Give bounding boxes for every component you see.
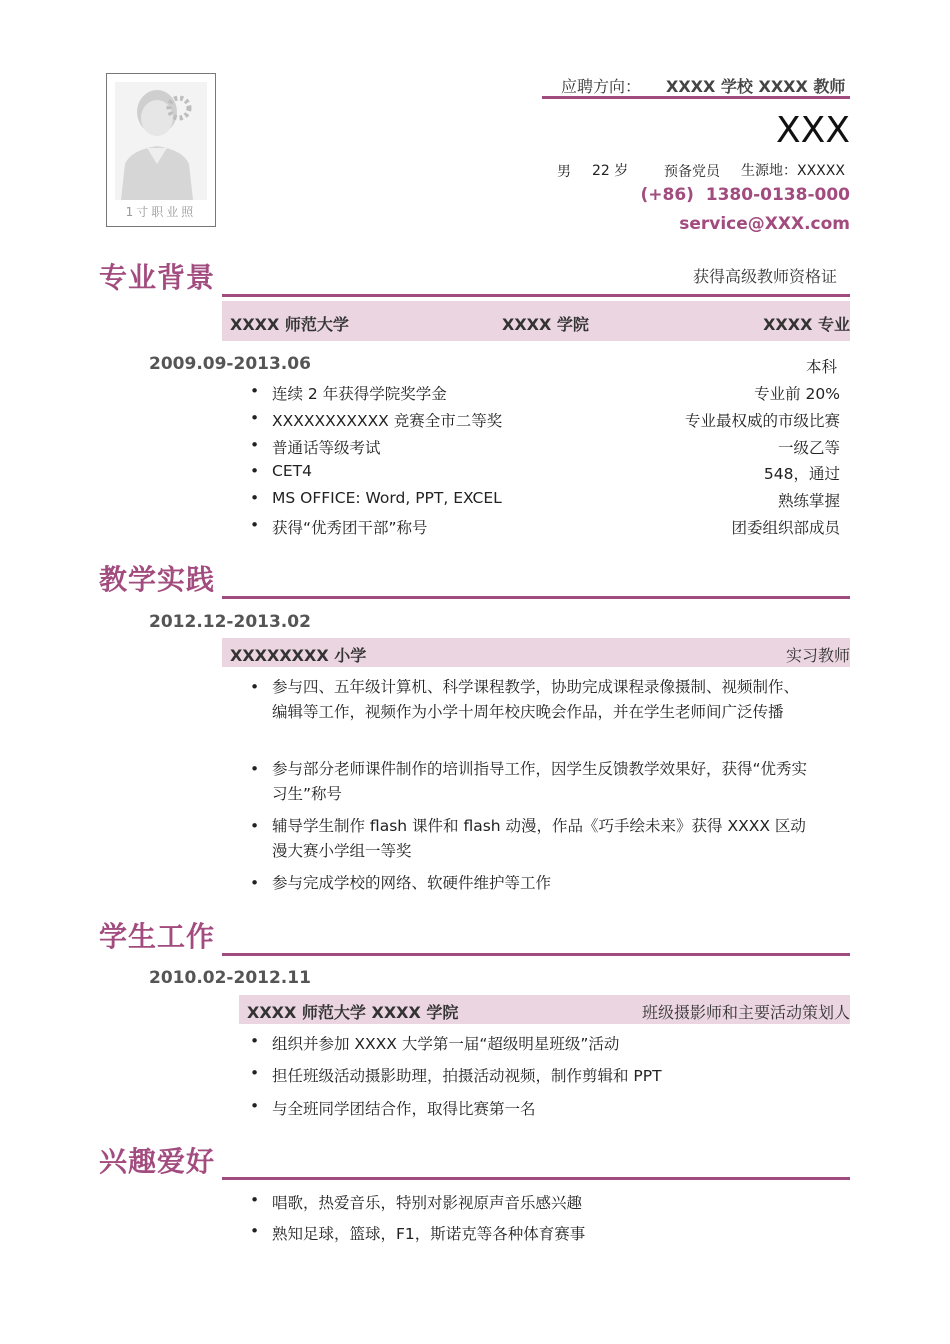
- section-title-hobbies: 兴趣爱好: [99, 1145, 216, 1178]
- section-divider: [222, 953, 850, 956]
- profile-photo: [106, 73, 216, 227]
- apply-value: XXXX 学校 XXXX 教师: [666, 77, 846, 96]
- list-item: • 参与四、五年级计算机、科学课程教学，协助完成课程录像摄制、视频制作、编辑等工作，视频作为小学十周年校庆晚会作品，并在学生老师间广泛传播: [250, 678, 800, 721]
- email[interactable]: service@XXX.com: [679, 214, 850, 234]
- student-work-role: 班级摄影师和主要活动策划人: [641, 1003, 850, 1022]
- student-work-band: [239, 995, 850, 1024]
- section-title-education: 专业背景: [99, 261, 216, 294]
- list-item: • 参与完成学校的网络、软硬件维护等工作: [250, 874, 552, 892]
- list-item: • 参与部分老师课件制作的培训指导工作，因学生反馈教学效果好，获得“优秀实习生”称号: [250, 760, 808, 803]
- political-status: 预备党员: [664, 164, 720, 180]
- degree: 本科: [805, 358, 837, 376]
- school-name: XXXX 师范大学: [230, 315, 349, 334]
- student-work-org: XXXX 师范大学 XXXX 学院: [247, 1003, 459, 1022]
- candidate-name: XXX: [776, 110, 850, 151]
- origin: 生源地：XXXXX: [741, 163, 845, 179]
- education-date: 2009.09-2013.06: [149, 354, 311, 374]
- section-divider: [222, 294, 850, 297]
- apply-label: 应聘方向：: [561, 77, 642, 96]
- section-divider: [222, 1177, 850, 1180]
- section-title-teaching: 教学实践: [99, 563, 216, 596]
- teaching-band: [222, 638, 850, 667]
- age: 22 岁: [592, 163, 629, 179]
- education-band: [222, 301, 850, 341]
- avatar-placeholder-icon: [107, 78, 214, 208]
- student-work-date: 2010.02-2012.11: [149, 968, 311, 988]
- teaching-org: XXXXXXXX 小学: [230, 646, 367, 665]
- college-name: XXXX 学院: [502, 315, 589, 334]
- certificate-note: 获得高级教师资格证: [692, 267, 837, 286]
- section-divider: [222, 596, 850, 599]
- teaching-role: 实习教师: [785, 646, 850, 665]
- gender: 男: [557, 164, 571, 180]
- teaching-date: 2012.12-2013.02: [149, 612, 311, 632]
- photo-caption: 1寸职业照: [125, 205, 197, 219]
- list-item: • 辅导学生制作 flash 课件和 flash 动漫，作品《巧手绘未来》获得 XXXX 区动漫大赛小学组一等奖: [250, 817, 806, 860]
- section-title-student-work: 学生工作: [99, 920, 216, 953]
- header-divider: [542, 96, 850, 99]
- phone[interactable]: (+86) 1380-0138-000: [640, 185, 850, 205]
- major-name: XXXX 专业: [763, 315, 850, 334]
